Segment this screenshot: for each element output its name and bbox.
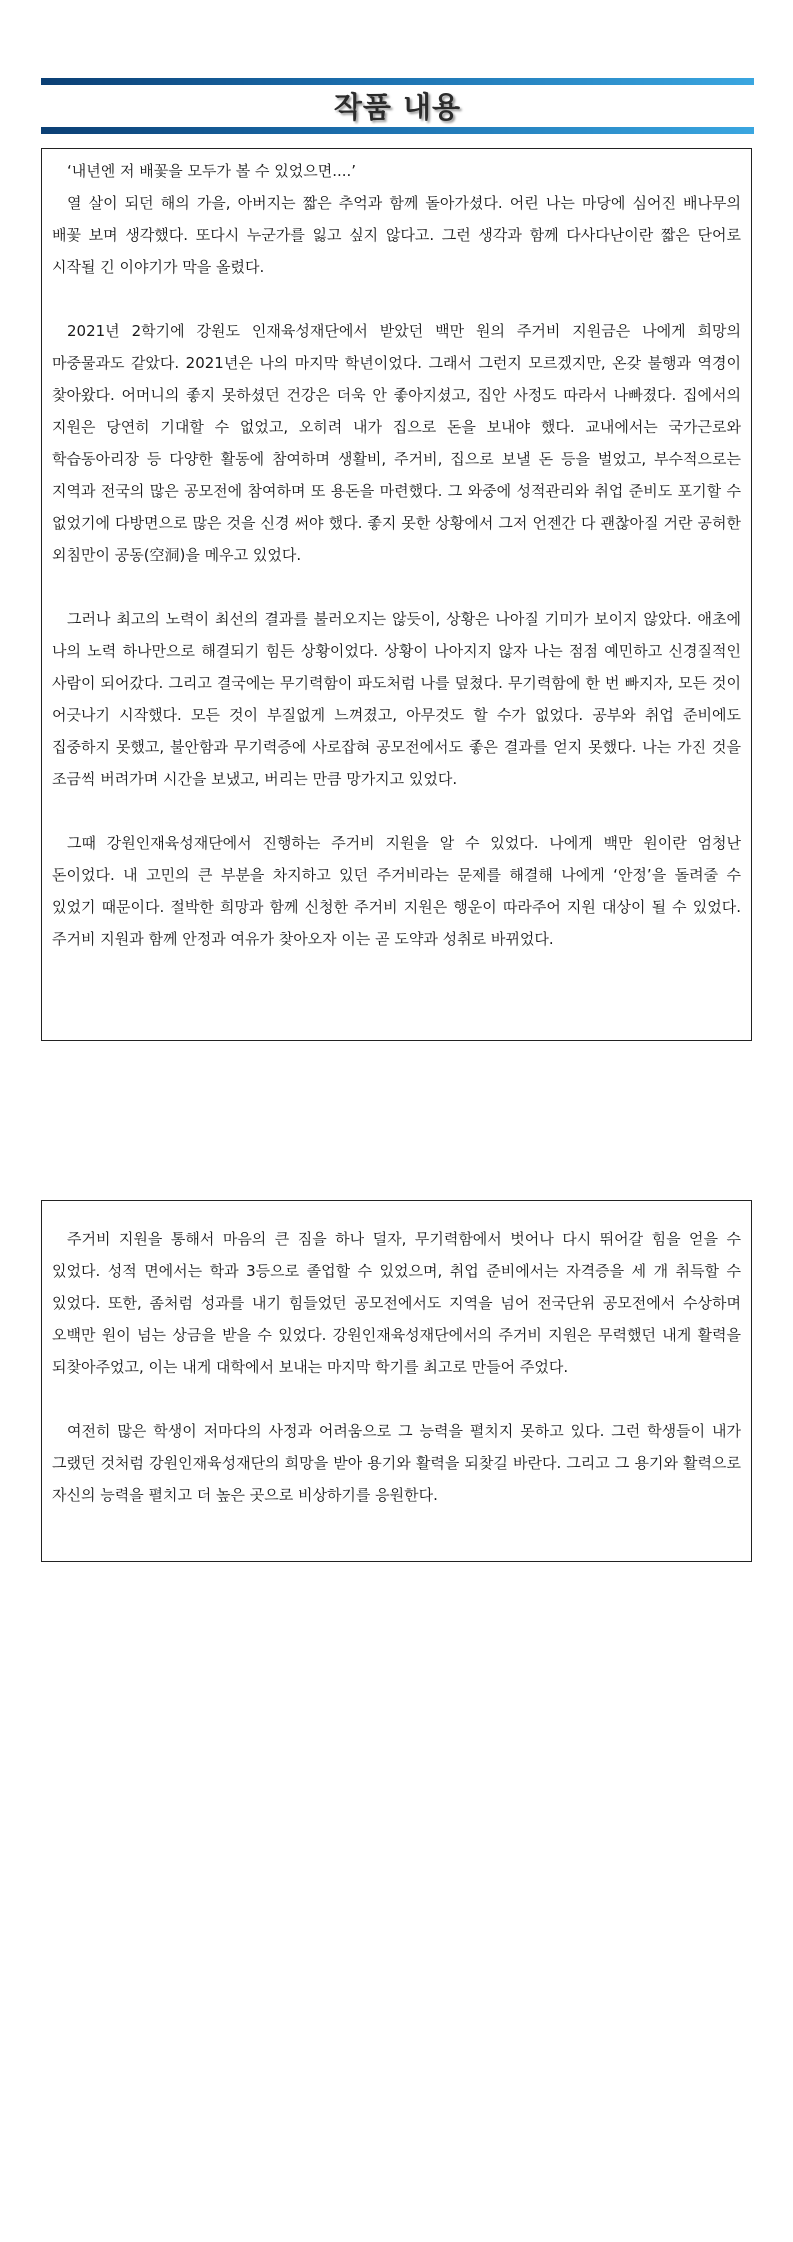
paragraph-gap	[52, 795, 741, 827]
paragraph: 주거비 지원을 통해서 마음의 큰 짐을 하나 덜자, 무기력함에서 벗어나 다시 뛰어갈 힘을 얻을 수 있었다. 성적 면에서는 학과 3등으로 졸업할 수 있었으며, 취업 준비에서는 자격증을 세 개 취득할 수 있었다. 또한, 좀처럼 성과를 내기 힘들었던 공모전에서도 지역을 넘어 전국단위 공모전에서 수상하며 오백만 원이 넘는 상금을 받을 수 있었다. 강원인재육성재단에서의 주거비 지원은 무력했던 내게 활력을 되찾아주었고, 이는 내게 대학에서 보내는 마지막 학기를 최고로 만들어 주었다.	[52, 1230, 741, 1376]
opening-quote: ‘내년엔 저 배꽃을 모두가 볼 수 있었으면....’	[67, 162, 357, 180]
paragraph-gap	[52, 571, 741, 603]
paragraph: 여전히 많은 학생이 저마다의 사정과 어려움으로 그 능력을 펼치지 못하고 있다. 그런 학생들이 내가 그랬던 것처럼 강원인재육성재단의 희망을 받아 용기와 활력을 되찾길 바란다. 그리고 그 용기와 활력으로 자신의 능력을 펼치고 더 높은 곳으로 비상하기를 응원한다.	[52, 1422, 741, 1504]
title-bar-bottom	[41, 127, 754, 134]
content-box-1	[41, 148, 752, 1041]
content-box-2	[41, 1200, 752, 1562]
page-title: 작품 내용	[333, 90, 462, 124]
paragraph: 2021년 2학기에 강원도 인재육성재단에서 받았던 백만 원의 주거비 지원금은 나에게 희망의 마중물과도 같았다. 2021년은 나의 마지막 학년이었다. 그래서 그런지 모르겠지만, 온갖 불행과 역경이 찾아왔다. 어머니의 좋지 못하셨던 건강은 더욱 안 좋아지셨고, 집안 사정도 따라서 나빠졌다. 집에서의 지원은 당연히 기대할 수 없었고, 오히려 내가 집으로 돈을 보내야 했다. 교내에서는 국가근로와 학습동아리장 등 다양한 활동에 참여하며 생활비, 주거비, 집으로 보낼 돈 등을 벌었고, 부수적으로는 지역과 전국의 많은 공모전에 참여하며 또 용돈을 마련했다. 그 와중에 성적관리와 취업 준비도 포기할 수 없었기에 다방면으로 많은 것을 신경 써야 했다. 좋지 못한 상황에서 그저 언젠간 다 괜찮아질 거란 공허한 외침만이 공동(空洞)을 메우고 있었다.	[52, 322, 741, 564]
paragraph: 그러나 최고의 노력이 최선의 결과를 불러오지는 않듯이, 상황은 나아질 기미가 보이지 않았다. 애초에 나의 노력 하나만으로 해결되기 힘든 상황이었다. 상황이 나아지지 않자 나는 점점 예민하고 신경질적인 사람이 되어갔다. 그리고 결국에는 무기력함이 파도처럼 나를 덮쳤다. 무기력함에 한 번 빠지자, 모든 것이 어긋나기 시작했다. 모든 것이 부질없게 느껴졌고, 아무것도 할 수가 없었다. 공부와 취업 준비에도 집중하지 못했고, 불안함과 무기력증에 사로잡혀 공모전에서도 좋은 결과를 얻지 못했다. 나는 가진 것을 조금씩 버려가며 시간을 보냈고, 버리는 만큼 망가지고 있었다.	[52, 610, 741, 788]
paragraph: 그때 강원인재육성재단에서 진행하는 주거비 지원을 알 수 있었다. 나에게 백만 원이란 엄청난 돈이었다. 내 고민의 큰 부분을 차지하고 있던 주거비라는 문제를 해결해 나에게 ‘안정’을 돌려줄 수 있었기 때문이다. 절박한 희망과 함께 신청한 주거비 지원은 행운이 따라주어 지원 대상이 될 수 있었다. 주거비 지원과 함께 안정과 여유가 찾아오자 이는 곧 도약과 성취로 바뀌었다.	[52, 834, 741, 948]
paragraph-gap	[52, 283, 741, 315]
paragraph-gap	[52, 1383, 741, 1415]
paragraph: 열 살이 되던 해의 가을, 아버지는 짧은 추억과 함께 돌아가셨다. 어린 나는 마당에 심어진 배나무의 배꽃 보며 생각했다. 또다시 누군가를 잃고 싶지 않다고. 그런 생각과 함께 다사다난이란 짧은 단어로 시작될 긴 이야기가 막을 올렸다.	[52, 194, 741, 276]
title-bar-top	[41, 78, 754, 85]
title-banner	[41, 78, 754, 134]
